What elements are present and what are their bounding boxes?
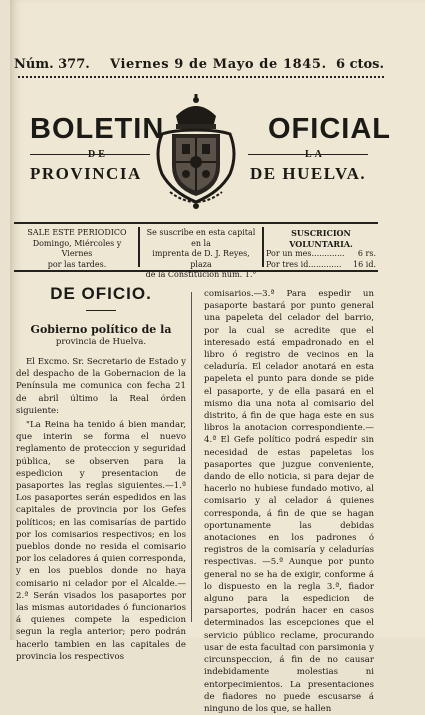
subscription-prices [266, 228, 376, 270]
price-value: 6 rs. [357, 249, 376, 258]
issue-number: Núm. 377. [14, 57, 90, 72]
column-divider [191, 292, 192, 622]
schedule-line: SALE ESTE PERIODICO [27, 228, 127, 237]
issue-header [10, 48, 384, 70]
title-la [305, 150, 325, 160]
article-heading: Gobierno político de la [30, 323, 172, 336]
price-row [266, 249, 376, 260]
section-title: DE OFICIO. [50, 284, 152, 303]
title-boletin: BOLETIN [30, 113, 165, 145]
subscription-place [142, 228, 260, 281]
price-label: Por tres id............. [266, 259, 342, 269]
right-column [204, 288, 374, 715]
royal-crest-icon [152, 94, 240, 212]
paragraph: comisarios.—3.ª Para espedir un pasaporte bastará por punto general una papeleta del celador del barrio, por la cual se acredite que el interesado está empadronado en el libro ó registro de vecinos en la celaduría. El celador anotará en esta papeleta el punto para donde se pide el pasaporte, y de ella pasará en el mismo dia una nota al comisario del distrito, á fin de que haga este en sus libros la anotacion correspondiente.—4.ª El Gefe político podrá espedir sin necesidad de estas papeletas los pasaportes que juzgue conveniente, dando de ello noticia, si para dejar de hacerlo no hubiese fundado motivo, al comisario y al celador á quienes corresponda, á fin de que se hagan oportunamente las debidas anotaciones en los padrones ó registros de la comisaría y celadurías respectivas. —5.ª Aunque por punto general no se ha de exigir, conforme á lo dispuesto en la regla 3.ª, fiador alguno para la espedicion de parsaportes, podrán hacer en casos determinados las escepciones que el servicio público reclame, procurando usar de esta facultad con parsimonia y circunspeccion, á fin de no causar indebidamente molestias ni entorpecimientos. La presentaciones de fiadores no puede escusarse á ninguno de los que, se hallen [204, 289, 374, 714]
band-separator [138, 227, 140, 267]
place-line: imprenta de D. J. Reyes, plaza [152, 249, 250, 269]
price-value: 16 id. [353, 259, 376, 269]
schedule-line: por las tardes. [47, 259, 107, 269]
left-column [16, 284, 186, 663]
paragraph: "La Reina ha tenido á bien mandar, que interin se forma el nuevo reglamento de proteccion y seguridad pública, se observen para la espedicion y presentacion de pasaportes las reglas siguientes.—1.ª Los pasaportes serán espedidos en las capitales de provincia por los Gefes políticos; en las comisarías de partido por los comisarios respectivos; en los pueblos donde no resida el comisario por los celadores á quien corresponda, y en los pueblos donde no haya comisario ni celador por el Alcalde.—2.ª Serán visados los pasaportes por las mismas autoridades ó funcionarios á quienes compete la espedicion segun la regla anterior; pero podrán hacerlo tambien en las capitales de provincia los respectivos [16, 420, 186, 662]
section-rule [86, 310, 116, 311]
title-de [88, 150, 108, 160]
title-rule-right [248, 154, 368, 155]
subscription-band [14, 222, 378, 279]
paragraph: El Excmo. Sr. Secretario de Estado y del despacho de la Gobernacion de la Península me comunica con fecha 21 de abril último la Real órden siguiente: [16, 357, 186, 416]
issue-price: 6 ctos. [336, 57, 385, 72]
place-line: de la Constitucion núm. 1.° [145, 270, 257, 279]
price-row [266, 260, 376, 271]
place-line: Se suscribe en esta capital en la [146, 228, 256, 248]
title-provincia: PROVINCIA [30, 164, 142, 183]
header-rule [18, 76, 384, 81]
left-text [16, 356, 186, 663]
title-de-huelva: DE HUELVA. [250, 164, 367, 183]
price-label: Por un mes............. [266, 249, 345, 258]
prices-title: SUSCRICION VOLUNTARIA. [289, 228, 353, 249]
article-subheading: provincia de Huelva. [55, 337, 147, 347]
band-separator [262, 227, 264, 267]
title-oficial: OFICIAL [268, 113, 391, 145]
title-rule-left [30, 154, 150, 155]
schedule-line: Domingo, Miércoles y Viernes [32, 238, 122, 258]
publication-schedule [18, 228, 136, 270]
right-text [204, 288, 374, 715]
issue-date: Viernes 9 de Mayo de 1845. [110, 57, 327, 72]
